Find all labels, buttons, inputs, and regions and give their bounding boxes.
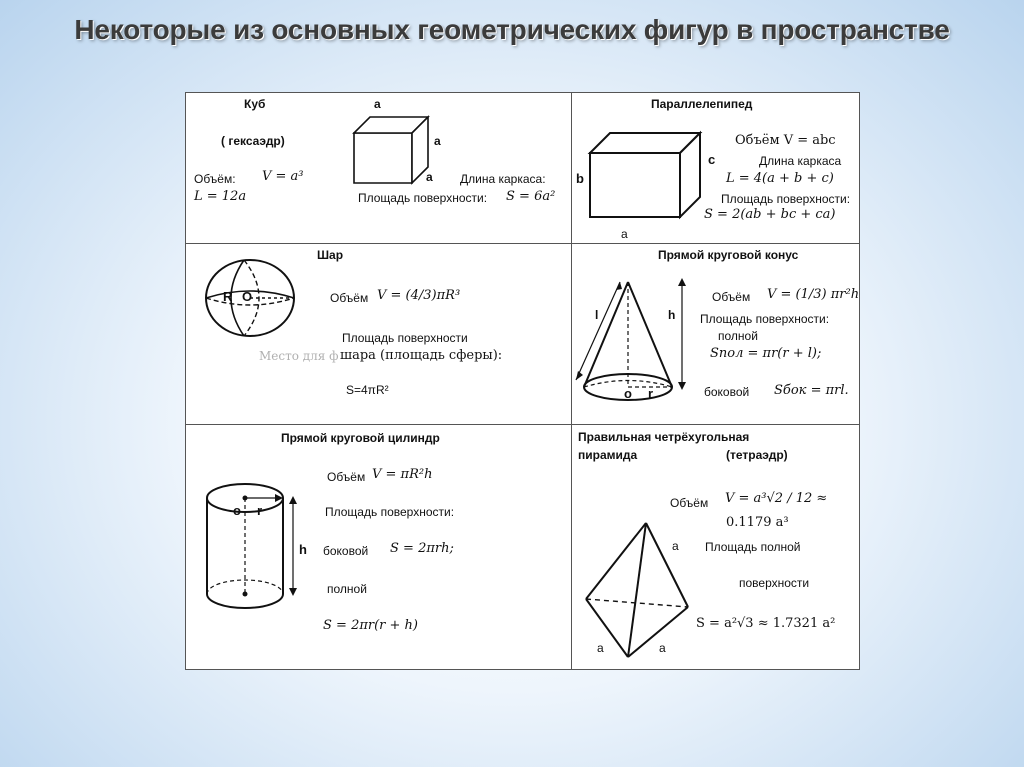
cone-area-label: Площадь поверхности: <box>700 312 830 326</box>
cylinder-side: S = 2πrh; <box>390 541 454 556</box>
sphere-volume-label: Объём <box>330 291 369 305</box>
tetra-edge-right: a <box>659 641 666 655</box>
cone-height-label: h <box>668 308 676 322</box>
box-area-label: Площадь поверхности: <box>721 192 851 206</box>
sphere-placeholder-text: Место для ф <box>259 349 339 363</box>
box-edge-c: c <box>708 152 716 167</box>
slide-title: Некоторые из основных геометрических фигур в пространстве <box>74 14 950 45</box>
tetra-name-paren: (тетраэдр) <box>726 448 788 462</box>
box-frame: L = 4(a + b + c) <box>726 171 834 186</box>
box-drawing <box>584 125 714 225</box>
cone-full-label: полной <box>718 329 758 343</box>
sphere-volume: V = (4/3)πR³ <box>377 288 461 303</box>
cube-edge-top: a <box>374 97 381 111</box>
cone-center-label: o <box>624 386 632 401</box>
sphere-radius-label: R <box>223 289 233 304</box>
tetra-volume: V = a³√2 / 12 ≈ <box>725 491 828 506</box>
box-frame-label: Длина каркаса <box>759 154 842 168</box>
sphere-area-label2: шара (площадь сферы): <box>340 348 503 363</box>
cone-volume: V = (1/3) πr²h <box>767 287 860 302</box>
cone-full: Sпол = πr(r + l); <box>710 346 822 361</box>
cone-side-label: боковой <box>704 385 750 399</box>
cone-radius-label: r <box>648 386 654 401</box>
sphere-center-label: O <box>242 289 253 304</box>
cylinder-height-label: h <box>299 542 307 557</box>
box-name: Параллелепипед <box>651 97 753 111</box>
cylinder-volume-label: Объём <box>327 470 366 484</box>
cube-area: S = 6a² <box>506 189 556 204</box>
cube-alt-name: ( гексаэдр) <box>221 134 285 148</box>
sphere-area-label: Площадь поверхности <box>342 331 468 345</box>
cube-volume-label: Объём: <box>194 172 236 186</box>
cylinder-volume: V = πR²h <box>372 467 433 482</box>
table-divider-row1 <box>186 243 859 244</box>
box-edge-b: b <box>576 171 584 186</box>
cone-name: Прямой круговой конус <box>658 248 799 262</box>
cube-name: Куб <box>244 97 266 111</box>
cube-area-label: Площадь поверхности: <box>358 191 488 205</box>
cylinder-full-label: полной <box>327 582 367 596</box>
tetra-area-label2: поверхности <box>739 576 810 590</box>
tetra-area-label: Площадь полной <box>705 540 801 554</box>
cylinder-area-label: Площадь поверхности: <box>325 505 455 519</box>
tetra-name-line2: пирамида <box>578 448 638 462</box>
cylinder-side-label: боковой <box>323 544 369 558</box>
tetra-volume-approx: 0.1179 a³ <box>726 515 789 530</box>
cube-edge-side: a <box>434 134 441 148</box>
cylinder-center-label: o <box>233 503 241 518</box>
box-edge-a: a <box>621 227 628 241</box>
formula-table <box>185 92 860 670</box>
tetra-area: S = a²√3 ≈ 1.7321 a² <box>696 616 836 631</box>
cone-side: Sбок = πrl. <box>774 383 849 398</box>
tetra-name-line1: Правильная четрёхугольная <box>578 430 750 444</box>
cylinder-drawing <box>201 476 311 621</box>
cube-drawing <box>346 113 436 188</box>
cube-frame-label: Длина каркаса: <box>460 172 546 186</box>
cone-drawing <box>572 276 698 406</box>
box-volume: Объём V = abc <box>735 133 836 148</box>
cone-volume-label: Объём <box>712 290 751 304</box>
sphere-name: Шар <box>317 248 344 262</box>
sphere-area: S=4πR² <box>346 383 389 397</box>
cube-volume: V = a³ <box>262 169 304 184</box>
table-divider-row2 <box>186 424 859 425</box>
cube-frame: L = 12a <box>194 189 247 204</box>
cylinder-name: Прямой круговой цилиндр <box>281 431 440 445</box>
tetra-volume-label: Объём <box>670 496 709 510</box>
cylinder-full: S = 2πr(r + h) <box>323 618 418 633</box>
cube-edge-bottom: a <box>426 170 433 184</box>
tetra-edge-top: a <box>672 539 679 553</box>
cylinder-radius-label: r <box>257 503 263 518</box>
tetra-edge-left: a <box>597 641 604 655</box>
box-area: S = 2(ab + bc + ca) <box>704 207 836 222</box>
cone-slant-label: l <box>595 308 599 322</box>
